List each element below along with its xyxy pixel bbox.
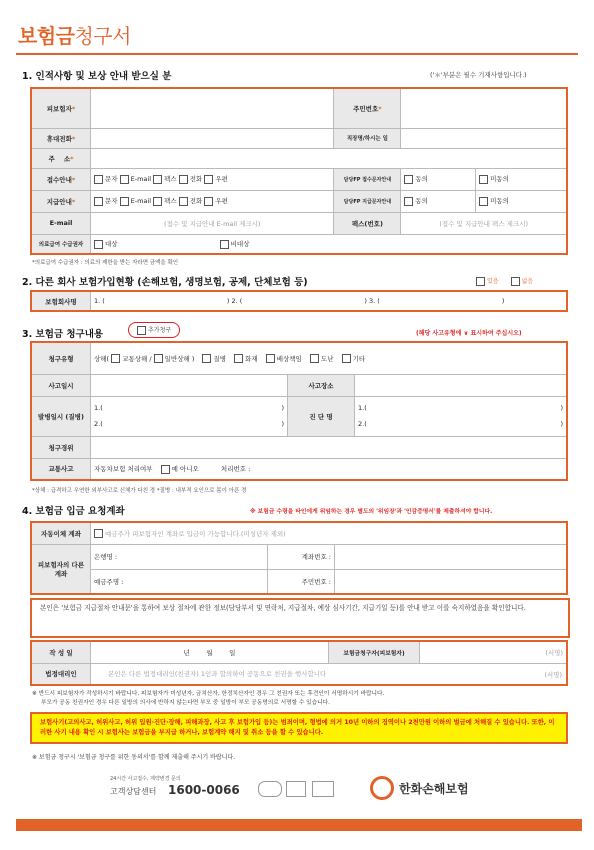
checkbox[interactable] (154, 354, 163, 363)
type-general: 일반상해 ) (164, 354, 195, 363)
checkbox[interactable] (94, 197, 103, 206)
award-icon (312, 781, 334, 797)
auto-label: 자동이체 계좌 (31, 522, 91, 544)
fax-field[interactable]: (접수 및 지급안내 팩스 제크시) (401, 212, 567, 234)
option-text: 문자 (105, 197, 118, 206)
footer-bar (16, 819, 582, 831)
date-label: 사고일시 (31, 374, 91, 396)
resident-no-field[interactable] (401, 88, 567, 128)
signature-table (30, 640, 568, 686)
car-insurance-label: 자동차보험 처리여부 (94, 465, 153, 473)
checkbox[interactable] (94, 175, 103, 184)
diagnosis-field[interactable] (355, 396, 568, 436)
footer-center: 고객상담센터 (110, 787, 157, 796)
option-fax: 팩스 (164, 175, 177, 184)
details-field[interactable] (91, 436, 568, 458)
onset-label: 발병일시 (질병) (31, 396, 91, 436)
checkbox[interactable] (266, 354, 275, 363)
checkbox[interactable] (202, 354, 211, 363)
job-field[interactable] (401, 128, 567, 148)
title-divider (16, 53, 578, 55)
section3-heading: 3. 보험금 청구내용 (22, 329, 104, 340)
medical-footnote: *의료급여 수급권자 : 의료의 제한을 받는 자라면 금액을 확인 (32, 260, 179, 266)
option-mail: 우편 (215, 175, 228, 184)
place-label: 사고장소 (288, 374, 355, 396)
section3-note: (해당 사고유형에 ∨ 표시하여 주십시오) (416, 330, 522, 337)
disagree-label: 미동의 (490, 197, 509, 206)
option-mail: 우편 (215, 197, 228, 206)
account-table (30, 521, 568, 595)
checkbox[interactable] (204, 197, 213, 206)
onset-row2: 2.( (94, 420, 103, 428)
yes-no-checkbox[interactable] (161, 465, 170, 474)
checkbox[interactable] (179, 197, 188, 206)
date-written-label: 작 성 일 (31, 641, 91, 663)
option-text: 문자 (105, 175, 118, 184)
seal-text: (서명) (544, 670, 562, 679)
email-field[interactable]: (접수 및 지급안내 E-mail 제크시) (91, 212, 334, 234)
holder-id-label: 주민번호 : (268, 569, 335, 594)
no-label: 없음 (521, 278, 534, 285)
disagree-checkbox[interactable] (479, 197, 488, 206)
no-checkbox[interactable] (511, 277, 520, 286)
option-phone: 전화 (189, 197, 203, 206)
checkbox[interactable] (310, 354, 319, 363)
mobile-label: 휴대전화 (46, 134, 72, 143)
checkbox[interactable] (120, 175, 129, 184)
bank-label: 은행명 : (94, 553, 118, 561)
additional-checkbox[interactable] (137, 326, 146, 335)
checkbox[interactable] (234, 354, 243, 363)
certification-icon (258, 781, 282, 797)
checkbox[interactable] (179, 175, 188, 184)
type-theft: 도난 (320, 354, 334, 363)
note-2: 부모가 공동 친권자인 경우 다른 일방의 의사에 반하지 않는다면 부모 중 일방이 부모 공동명의로 서명할 수 있습니다. (41, 700, 330, 706)
fraud-warning: 보험사기(고의사고, 허위사고, 허위 입원·진단·장해, 피해과장, 사고 후 보험가입 등)는 범죄이며, 형법에 의거 10년 이하의 징역이나 2천만원 이하의 벌금에 처해질 수 있습니다. 또한, 이러한 사기 내용 확인 시 보험사는 보험금을 부지급 하거나, 보험계약 해지 및 취소 등을 할 수 있습니다. (30, 712, 568, 744)
insured-label: 피보험자 (46, 104, 72, 113)
seal-text: (서명) (545, 648, 563, 657)
type-label: 청구유형 (31, 342, 91, 374)
type-fire: 화재 (245, 354, 258, 363)
legal-signature[interactable] (91, 663, 568, 685)
fax-label: 팩스(번호) (334, 212, 401, 234)
agree-label: 동의 (415, 197, 428, 206)
company-fields[interactable] (91, 291, 568, 311)
checkbox[interactable] (153, 175, 162, 184)
type-traffic: 교통상해 / (122, 354, 152, 363)
type-options (91, 342, 568, 374)
holder-field[interactable] (91, 569, 268, 594)
option-email: E-mail (130, 175, 152, 184)
close-paren: ) (281, 404, 284, 412)
consent-text: 본인은 '보험금 지급절차 안내문'을 통하여 보상 절차에 관한 정보(담당부서 및 연락처, 지급절차, 예상 심사기간, 지급기일 등)를 안내 받고 이를 숙지하였음을 확인합니다. (30, 598, 570, 638)
bottom-note: ※ 보험금 청구시 '보험금 청구를 위한 동의서'를 함께 제출해 주시기 바랍니다. (32, 754, 236, 761)
checkbox[interactable] (120, 197, 129, 206)
agree-checkbox[interactable] (404, 175, 413, 184)
holder-label: 예금주명 : (94, 577, 124, 586)
type-disease: 질병 (213, 354, 226, 363)
traffic-label: 교통사고 (31, 458, 91, 480)
resident-no-label: 주민번호 (353, 104, 379, 113)
date-field[interactable] (91, 374, 288, 396)
onset-row1: 1.( (94, 404, 103, 412)
pay-guide-label: 지급안내 (46, 197, 72, 206)
account-field[interactable] (335, 544, 568, 569)
receive-guide-options (91, 168, 334, 190)
checkbox[interactable] (342, 354, 351, 363)
checkbox[interactable] (204, 175, 213, 184)
section4-note: ※ 보험금 수령을 타인에게 위임하는 경우 별도의 '위임장'과 '인감증명서'를 제출하셔야 합니다. (250, 509, 493, 515)
claimant-signature[interactable] (420, 641, 568, 663)
pay-guide-options (91, 190, 334, 212)
non-target-label: 비대상 (230, 240, 250, 248)
legal-text: 본인은 다른 법정대리인(친권자) 1인과 합의하여 공동으로 친권을 행사합니다 (108, 670, 327, 679)
option-fax: 팩스 (164, 197, 177, 206)
onset-field[interactable] (91, 396, 288, 436)
place-field[interactable] (355, 374, 568, 396)
company-close: ) (501, 297, 505, 305)
diagnosis-label: 진 단 명 (288, 396, 355, 436)
other-insurance-table (30, 290, 568, 312)
insured-field[interactable] (91, 88, 334, 128)
personal-info-table: 피보험자* 주민번호* 휴대전화* 직장명/하시는 일 주 소* 접수안내* 문자 E-mail 팩스 전화 우편 담당FP 접수문자안내 동의 미동의 지급안내* 문자 E-mail 팩스 전화 우편 담당FP 지급문자안내 동의 미동의 E-mail (접수 및 지급안내 E-mail 제크시) 팩스(번호) (접수 및 지급안내 팩스 제크시) 의료급여 수급권자 대상 비대상 (30, 87, 568, 255)
auto-checkbox[interactable] (94, 529, 103, 538)
checkbox[interactable] (153, 197, 162, 206)
section4-heading: 4. 보험금 입금 요청계좌 (22, 506, 125, 517)
type-liability: 배상책임 (276, 354, 302, 363)
close-paren: ) (281, 420, 284, 428)
company-1: 1. ( (94, 297, 105, 305)
type-other: 기타 (352, 354, 366, 363)
required-note: ('＊'부분은 필수 기재사항입니다.) (430, 71, 527, 79)
option-phone: 전화 (189, 175, 203, 184)
claimant-label: 보험금청구자(피보험자) (329, 641, 420, 663)
email-label: E-mail (31, 212, 91, 234)
section2-heading: 2. 다른 회사 보험가입현황 (손해보험, 생명보험, 공제, 단체보험 등) (22, 277, 308, 288)
agree-label: 동의 (415, 175, 428, 184)
close-paren: ) (560, 404, 563, 412)
diagnosis-row2: 2.( (358, 420, 367, 428)
yes-label: 있음 (487, 278, 499, 285)
mobile-field[interactable] (91, 128, 334, 148)
address-field[interactable] (91, 148, 568, 168)
disagree-label: 미동의 (490, 175, 509, 184)
bank-field[interactable] (91, 544, 268, 569)
other-account-label: 피보험자의 다른 계좌 (31, 544, 91, 594)
brand-logo-icon (370, 776, 394, 800)
checkbox[interactable] (111, 354, 120, 363)
fp-receive-label: 담당FP 접수문자안내 (334, 168, 401, 190)
claim-content-table (30, 341, 568, 481)
brand-name: 한화손해보험 (399, 782, 469, 796)
company-3: ) 3. ( (364, 297, 380, 305)
company-label: 보험회사명 (31, 291, 91, 311)
page-title: 보험금청구서 (18, 24, 131, 48)
note-1: ※ 반드시 피보험자가 작성하시기 바랍니다. 피보험자가 미성년자, 금치산자, 한정치산자인 경우 그 친권자 또는 후견인이 서명하시기 바랍니다. (32, 691, 385, 697)
disagree-checkbox[interactable] (479, 175, 488, 184)
additional-claim (128, 322, 180, 338)
company-2: ) 2. ( (226, 297, 243, 305)
section3-footnote: *상해 : 급격하고 우연한 외부사고로 신체가 다친 경 *질병 : 내부적 요인으로 몸이 아픈 경 (32, 488, 247, 494)
section1-heading: 1. 인적사항 및 보상 안내 받으실 분 (22, 71, 172, 82)
fp-pay-label: 담당FP 지급문자안내 (334, 190, 401, 212)
additional-label: 추가청구 (148, 327, 172, 334)
address-label: 주 소 (48, 154, 71, 163)
yes-checkbox[interactable] (476, 277, 485, 286)
receive-guide-label: 접수안내 (46, 175, 72, 184)
footer-phone[interactable]: 1600-0066 (168, 783, 240, 797)
medical-label: 의료급여 수급권자 (31, 234, 91, 254)
type-injury: 상해( (94, 354, 110, 363)
details-label: 청구경위 (31, 436, 91, 458)
car-number-label: 처리번호 : (220, 465, 251, 473)
legal-label: 법정대리인 (31, 663, 91, 685)
target-checkbox[interactable] (94, 240, 103, 249)
close-paren: ) (560, 420, 563, 428)
job-label: 직장명/하시는 일 (334, 128, 401, 148)
diagnosis-row1: 1.( (358, 404, 367, 412)
notes (32, 690, 562, 708)
account-label: 계좌번호 : (268, 544, 335, 569)
option-email: E-mail (130, 197, 152, 206)
award-icon (286, 781, 306, 797)
date-written-field[interactable]: 년 월 일 (91, 641, 329, 663)
target-label: 대상 (105, 240, 118, 248)
agree-checkbox[interactable] (404, 197, 413, 206)
holder-id-field[interactable] (335, 569, 568, 594)
non-target-checkbox[interactable] (220, 240, 229, 249)
footer-small: 24시간 사고접수, 계약변경 문의 (110, 776, 181, 782)
auto-text: 예금주가 피보험자인 계좌로 입금이 가능합니다.(미성년자 제외) (105, 529, 286, 538)
yes-no-label: 예 아니오 (171, 465, 199, 473)
